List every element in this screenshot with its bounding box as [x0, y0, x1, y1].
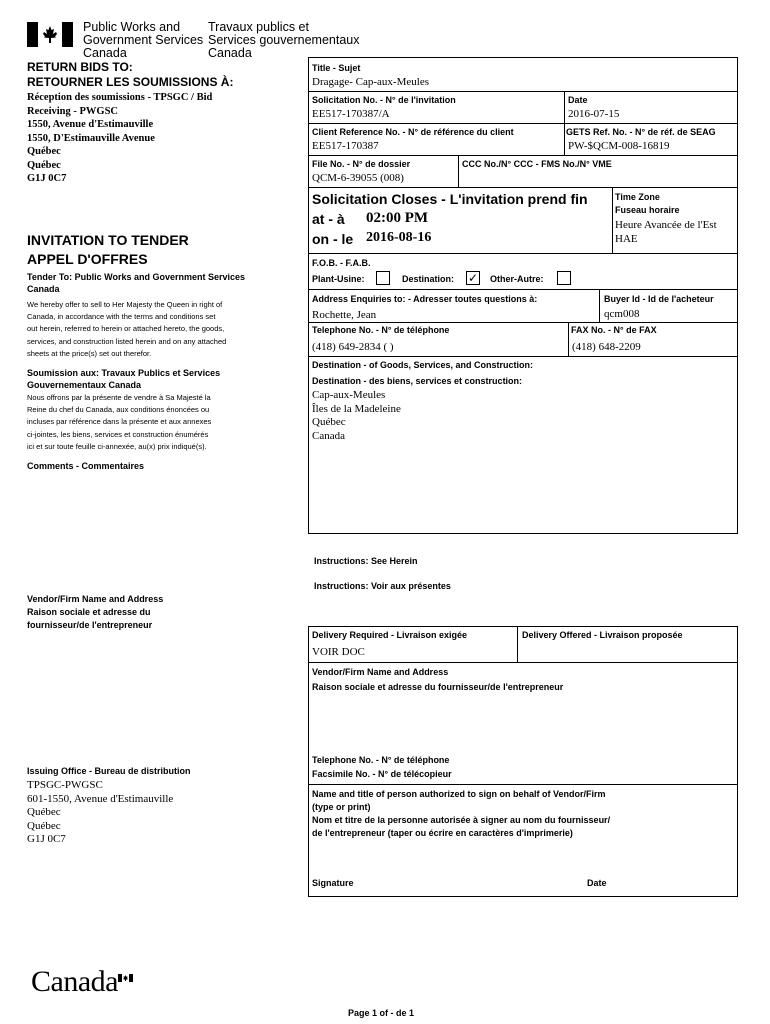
destination-checkbox[interactable]	[466, 271, 480, 285]
issuing-office-label: Issuing Office - Bureau de distribution	[27, 766, 191, 776]
client-ref-value: EE517-170387	[312, 140, 379, 152]
canada-wordmark-text: Canada	[31, 965, 118, 998]
soumission-heading-line1: Soumission aux: Travaux Publics et Services	[27, 368, 221, 378]
invitation-title-fr: APPEL D'OFFRES	[27, 251, 148, 267]
tender-text-line: out herein, referred to herein or attached hereto, the goods,	[27, 324, 225, 334]
date-value: 2016-07-15	[568, 108, 620, 120]
gets-ref-value: PW-$QCM-008-16819	[568, 140, 670, 152]
buyer-id-value: qcm008	[604, 308, 640, 320]
closes-at-label: at - à	[312, 211, 345, 227]
time-zone-label: Time Zone	[615, 192, 660, 202]
authorized-signer-label	[312, 788, 610, 840]
vendor-left-line3: fournisseur/de l'entrepreneur	[27, 620, 153, 630]
other-autre-label: Other-Autre:	[490, 274, 544, 284]
address-line: G1J 0C7	[27, 173, 67, 184]
issuing-address-line: Québec	[27, 806, 61, 818]
comments-label: Comments - Commentaires	[27, 461, 145, 471]
issuing-address-line: G1J 0C7	[27, 833, 66, 845]
address-line: Réception des soumissions - TPSGC / Bid	[27, 92, 213, 103]
client-ref-label: Client Reference No. - N° de référence du client	[312, 127, 514, 137]
fuseau-horaire-label: Fuseau horaire	[615, 205, 680, 215]
return-bids-en: RETURN BIDS TO:	[27, 60, 133, 74]
title-label: Title - Sujet	[312, 63, 361, 73]
return-bids-address	[27, 91, 212, 186]
time-zone-abbrev: HAE	[615, 233, 638, 245]
buyer-id-label: Buyer Id - Id de l'acheteur	[604, 294, 714, 304]
dept-fr-line1: Travaux publics et	[208, 20, 309, 34]
dept-en-line1: Public Works and	[83, 20, 181, 34]
destination-label: Destination:	[402, 274, 455, 284]
destination-line: Cap-aux-Meules	[312, 389, 386, 401]
return-bids-heading	[27, 60, 233, 90]
other-autre-checkbox[interactable]	[557, 271, 571, 285]
signer-label-line: Nom et titre de la personne autorisée à signer au nom du fournisseur/	[312, 815, 611, 825]
dept-en-line2: Government Services	[83, 33, 204, 47]
issuing-address-line: Québec	[27, 819, 61, 832]
invitation-title	[27, 231, 189, 269]
soumission-text-line: incluses par référence dans la présente et aux annexes	[27, 417, 212, 427]
soumission-heading-line2: Gouvernementaux Canada	[27, 380, 142, 390]
soumission-text-line: Nous offrons par la présente de vendre à Sa Majesté la	[27, 393, 211, 402]
file-no-label: File No. - N° de dossier	[312, 159, 411, 169]
address-line: 1550, D'Estimauville Avenue	[27, 132, 155, 144]
fob-label: F.O.B. - F.A.B.	[312, 258, 371, 268]
destination-line: Québec	[312, 416, 346, 428]
return-bids-fr: RETOURNER LES SOUMISSIONS À:	[27, 75, 234, 89]
delivery-offered-label: Delivery Offered - Livraison proposée	[522, 630, 683, 640]
canada-wordmark	[31, 965, 118, 999]
date-label: Date	[568, 95, 588, 105]
department-name-en	[83, 21, 203, 60]
canada-flag-logo	[27, 22, 73, 47]
destination-goods-value	[312, 389, 401, 443]
closes-on-value: 2016-08-16	[366, 230, 432, 245]
signature-label: Signature	[312, 878, 354, 888]
soumission-offer-text	[27, 392, 211, 453]
closes-at-value: 02:00 PM	[366, 210, 429, 226]
vendor-firm-label-fr: Raison sociale et adresse du fournisseur/de l'entrepreneur	[312, 682, 564, 692]
vendor-facsimile-label: Facsimile No. - N° de télécopieur	[312, 769, 452, 779]
signer-label-line: (type or print)	[312, 802, 371, 812]
signature-date-label: Date	[587, 878, 607, 888]
tender-text-line: We hereby offer to sell to Her Majesty the Queen in right of	[27, 300, 223, 309]
signer-label-line: Name and title of person authorized to sign on behalf of Vendor/Firm	[312, 789, 606, 799]
dept-fr-line3: Canada	[208, 46, 252, 60]
vendor-left-line1: Vendor/Firm Name and Address	[27, 594, 164, 604]
tender-to-label: Tender To: Public Works and Government Services Canada	[27, 272, 246, 294]
plant-usine-checkbox[interactable]	[376, 271, 390, 285]
soumission-text-line: Reine du chef du Canada, aux conditions énoncées ou	[27, 405, 210, 415]
issuing-address-line: TPSGC-PWGSC	[27, 779, 103, 791]
tender-text-line: Canada, in accordance with the terms and conditions set	[27, 312, 216, 322]
destination-line: Îles de la Madeleine	[312, 402, 401, 415]
solicitation-no-label: Solicitation No. - N° de l'invitation	[312, 95, 456, 105]
soumission-text-line: ci-jointes, les biens, services et construction énumérés	[27, 429, 209, 439]
page-number: Page 1 of - de 1	[348, 1008, 415, 1018]
ccc-no-label: CCC No./N° CCC - FMS No./N° VME	[462, 159, 612, 169]
soumission-text-line: ici et sur toute feuille ci-annexée, au(x) prix indiqué(s).	[27, 441, 207, 451]
destination-line: Canada	[312, 429, 345, 442]
wordmark-flag-icon	[118, 969, 133, 977]
tender-text-line: sheets at the price(s) set out therefor.	[27, 348, 152, 358]
delivery-required-value: VOIR DOC	[312, 646, 365, 658]
vendor-firm-left-label	[27, 593, 163, 632]
telephone-value: (418) 649-2834 ( )	[312, 341, 394, 353]
solicitation-no-value: EE517-170387/A	[312, 108, 390, 120]
address-enquiries-label: Address Enquiries to: - Adresser toutes questions à:	[312, 294, 538, 304]
signer-label-line: de l'entrepreneur (taper ou écrire en caractères d'imprimerie)	[312, 828, 573, 838]
instructions-fr: Instructions: Voir aux présentes	[314, 581, 451, 591]
address-line: Québec	[27, 146, 61, 157]
time-zone-value: Heure Avancée de l'Est	[615, 219, 717, 231]
address-line: Québec	[27, 159, 61, 171]
gets-ref-label: GETS Ref. No. - N° de réf. de SEAG	[566, 127, 716, 137]
title-value: Dragage- Cap-aux-Meules	[312, 76, 429, 88]
invitation-title-en: INVITATION TO TENDER	[27, 232, 189, 248]
address-enquiries-value: Rochette, Jean	[312, 309, 377, 321]
address-line: 1550, Avenue d'Estimauville	[27, 119, 154, 130]
vendor-telephone-label: Telephone No. - N° de téléphone	[312, 755, 450, 765]
solicitation-closes-label: Solicitation Closes - L'invitation prend fin	[312, 191, 588, 207]
tender-text-line: services, and construction listed herein and on any attached	[27, 336, 227, 346]
issuing-address-line: 601-1550, Avenue d'Estimauville	[27, 792, 174, 805]
delivery-required-label: Delivery Required - Livraison exigée	[312, 630, 468, 640]
vendor-left-line2: Raison sociale et adresse du	[27, 607, 151, 617]
dept-en-line3: Canada	[83, 46, 127, 60]
destination-goods-label-fr: Destination - des biens, services et construction:	[312, 376, 523, 386]
address-line: Receiving - PWGSC	[27, 105, 118, 117]
fax-label: FAX No. - N° de FAX	[571, 325, 657, 335]
fax-value: (418) 648-2209	[572, 341, 641, 353]
vendor-firm-label: Vendor/Firm Name and Address	[312, 667, 449, 677]
instructions-en: Instructions: See Herein	[314, 556, 418, 566]
closes-on-label: on - le	[312, 231, 354, 247]
file-no-value: QCM-6-39055 (008)	[312, 172, 404, 184]
tender-offer-text	[27, 299, 226, 360]
dept-fr-line2: Services gouvernementaux	[208, 33, 360, 47]
department-name-fr	[208, 21, 359, 60]
checkmark-icon: ✓	[467, 271, 479, 285]
plant-usine-label: Plant-Usine:	[312, 274, 365, 284]
destination-goods-label-en: Destination - of Goods, Services, and Construction:	[312, 360, 534, 370]
issuing-office-address	[27, 779, 173, 847]
soumission-heading	[27, 367, 220, 391]
telephone-label: Telephone No. - N° de téléphone	[312, 325, 450, 335]
